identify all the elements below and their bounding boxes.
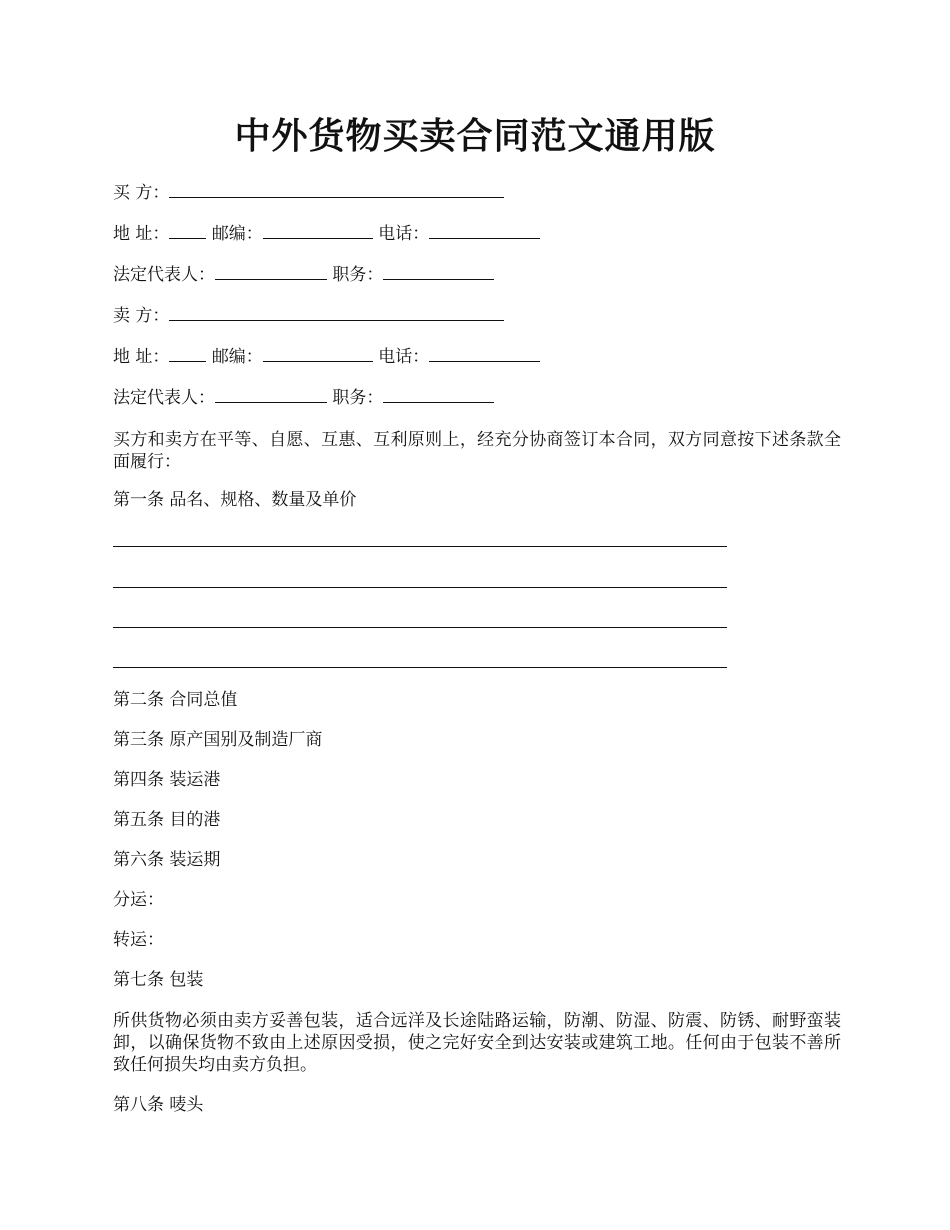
seller-address-label: 地 址：	[113, 347, 170, 367]
seller-phone-label: 电话：	[378, 347, 430, 367]
seller-rep-label: 法定代表人：	[113, 388, 215, 408]
article-1-heading: 第一条 品名、规格、数量及单价	[113, 490, 357, 510]
seller-blank[interactable]	[169, 304, 504, 321]
buyer-position-label: 职务：	[332, 265, 384, 285]
article-1-fill-line-3[interactable]	[113, 627, 727, 628]
buyer-line	[113, 181, 504, 204]
intro-paragraph: 买方和卖方在平等、自愿、互惠、互利原则上，经充分协商签订本合同，双方同意按下述条款全面履行：	[113, 430, 841, 472]
seller-label: 卖 方：	[113, 306, 170, 326]
buyer-address-blank[interactable]	[169, 222, 206, 239]
buyer-rep-line	[113, 263, 494, 286]
seller-line	[113, 304, 504, 327]
seller-rep-line	[113, 386, 494, 409]
buyer-address-label: 地 址：	[113, 224, 170, 244]
article-2-heading: 第二条 合同总值	[113, 690, 238, 710]
seller-rep-blank[interactable]	[215, 386, 327, 403]
buyer-rep-blank[interactable]	[215, 263, 327, 280]
article-6-heading: 第六条 装运期	[113, 850, 221, 870]
article-1-fill-line-2[interactable]	[113, 587, 727, 588]
seller-postcode-blank[interactable]	[263, 345, 373, 362]
article-7-paragraph: 所供货物必须由卖方妥善包装，适合远洋及长途陆路运输，防潮、防湿、防震、防锈、耐野蛮装卸，以确保货物不致由上述原因受损，使之完好安全到达安装或建筑工地。任何由于包装不善所致任何损失均由卖方负担。	[113, 1011, 841, 1075]
buyer-phone-blank[interactable]	[429, 222, 540, 239]
buyer-postcode-blank[interactable]	[263, 222, 373, 239]
transshipment-label: 转运：	[113, 930, 164, 950]
seller-position-blank[interactable]	[383, 386, 494, 403]
document-title: 中外货物买卖合同范文通用版	[234, 115, 716, 157]
buyer-blank[interactable]	[169, 181, 504, 198]
article-4-heading: 第四条 装运港	[113, 770, 221, 790]
seller-address-line	[113, 345, 540, 368]
seller-phone-blank[interactable]	[429, 345, 540, 362]
article-1-fill-line-1[interactable]	[113, 546, 727, 547]
buyer-postcode-label: 邮编：	[211, 224, 263, 244]
buyer-address-line	[113, 222, 540, 245]
seller-address-blank[interactable]	[169, 345, 206, 362]
article-8-heading: 第八条 唛头	[113, 1095, 204, 1115]
article-5-heading: 第五条 目的港	[113, 810, 221, 830]
buyer-position-blank[interactable]	[383, 263, 494, 280]
buyer-rep-label: 法定代表人：	[113, 265, 215, 285]
buyer-label: 买 方：	[113, 183, 170, 203]
article-3-heading: 第三条 原产国别及制造厂商	[113, 730, 323, 750]
buyer-phone-label: 电话：	[378, 224, 430, 244]
partial-shipment-label: 分运：	[113, 890, 164, 910]
article-7-heading: 第七条 包装	[113, 970, 204, 990]
seller-position-label: 职务：	[332, 388, 384, 408]
article-1-fill-line-4[interactable]	[113, 667, 727, 668]
seller-postcode-label: 邮编：	[211, 347, 263, 367]
